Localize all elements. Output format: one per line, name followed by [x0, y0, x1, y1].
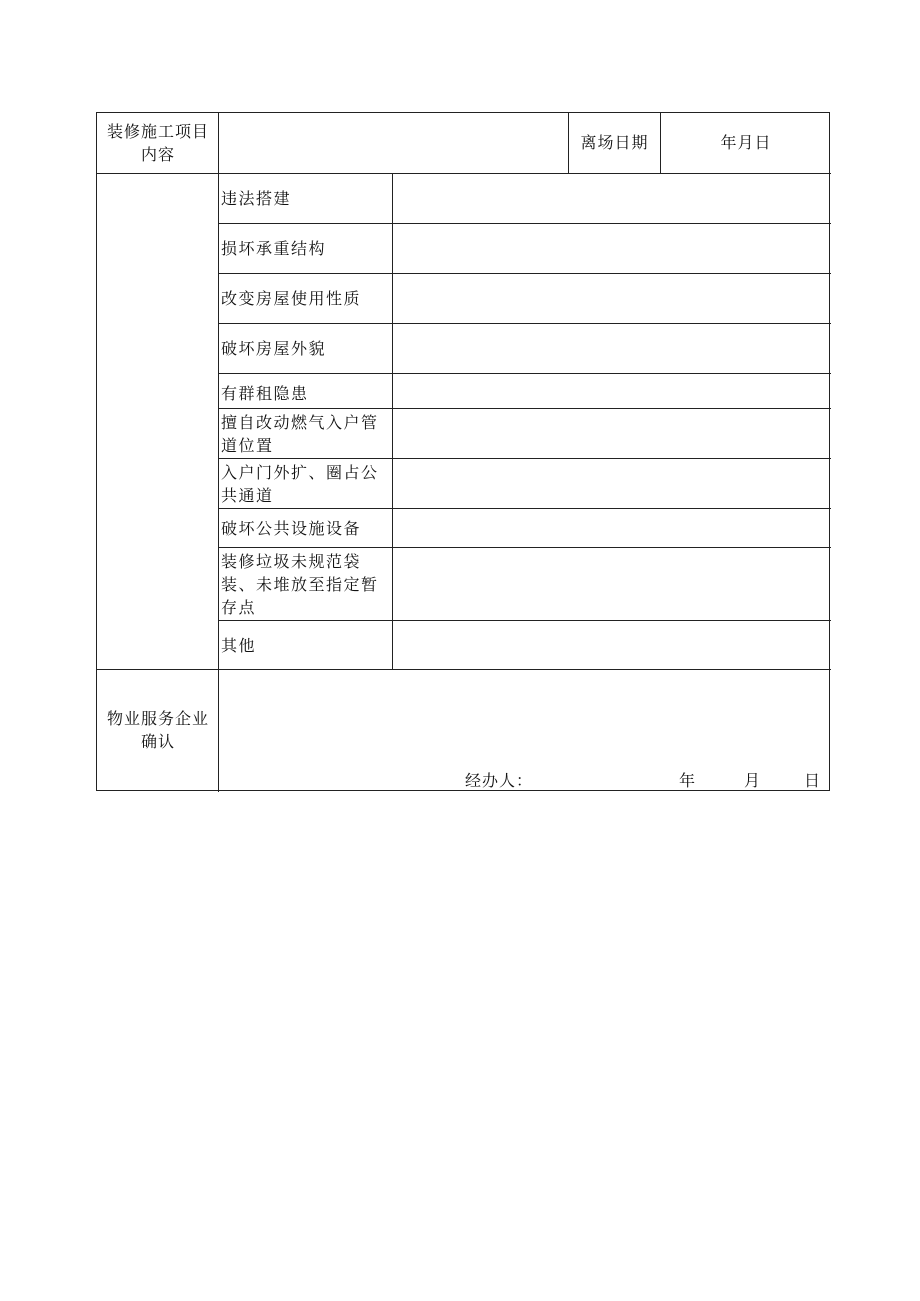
row-divider-header: [97, 173, 831, 174]
row-divider-4: [218, 373, 831, 374]
exit-date-value[interactable]: 年月日: [720, 133, 772, 152]
project-content-label: 装修施工项目内容: [106, 122, 209, 164]
violation-item-label: 损坏承重结构: [221, 239, 327, 258]
col-divider-left: [218, 113, 219, 792]
violation-item-label: 改变房屋使用性质: [221, 289, 362, 308]
handler-label: 经办人：: [465, 771, 534, 790]
confirm-day-label: 日: [804, 771, 822, 790]
violation-item-label: 装修垃圾未规范袋装、未堆放至指定暂存点: [221, 551, 379, 617]
row-divider-confirm: [97, 669, 831, 670]
violation-item-label: 擅自改动燃气入户管道位置: [221, 412, 379, 455]
property-company-confirm-label: 物业服务企业确认: [106, 709, 209, 751]
col-divider-items: [392, 173, 393, 670]
confirm-year-label: 年: [679, 771, 697, 790]
violation-item-label: 其他: [221, 635, 257, 655]
violation-item-label: 破坏公共设施设备: [221, 518, 362, 538]
confirm-month-label: 月: [744, 771, 762, 790]
violation-item-label: 违法搭建: [221, 189, 292, 208]
exit-date-label: 离场日期: [580, 133, 649, 152]
decoration-inspection-form: [96, 112, 830, 791]
violation-item-label: 破坏房屋外貌: [221, 339, 327, 358]
violation-item-label: 有群租隐患: [221, 383, 309, 403]
violation-item-label: 入户门外扩、圈占公共通道: [221, 462, 379, 505]
